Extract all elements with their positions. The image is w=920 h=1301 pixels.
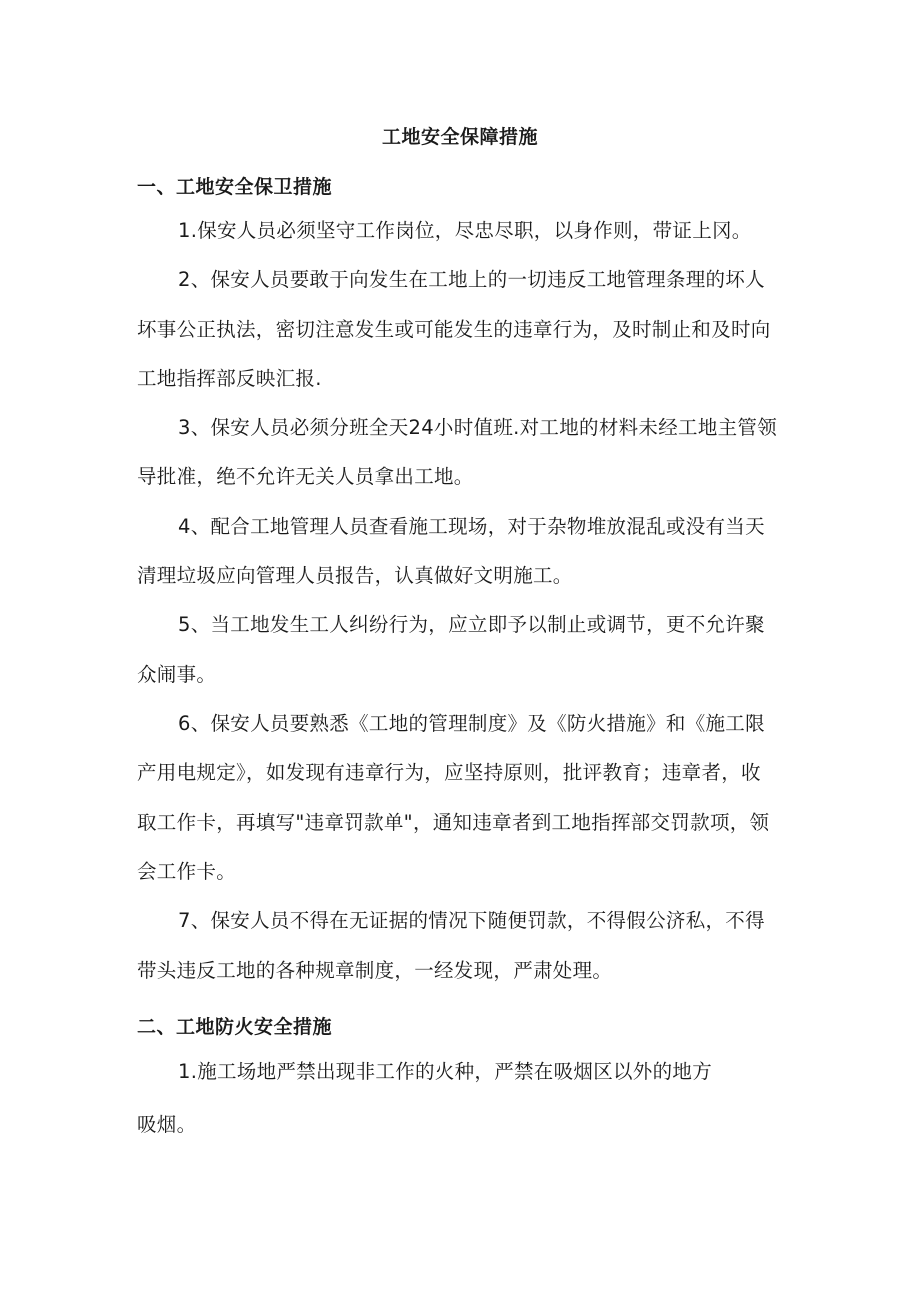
- paragraph-3-line-1: 3、保安人员必须分班全天24小时值班.对工地的材料未经工地主管领: [178, 416, 778, 439]
- document-title: 工地安全保障措施: [381, 126, 538, 148]
- paragraph-6-line-2: 产用电规定》，如发现有违章行为，应坚持原则，批评教育；违章者，收: [137, 761, 761, 784]
- paragraph-2-line-1: 2、保安人员要敢于向发生在工地上的一切违反工地管理条理的坏人: [178, 268, 765, 291]
- section-heading-security: 一、工地安全保卫措施: [137, 176, 333, 198]
- paragraph-4-line-2: 清理垃圾应向管理人员报告，认真做好文明施工。: [137, 564, 573, 587]
- paragraph-6-line-4: 会工作卡。: [137, 860, 237, 883]
- paragraph-2-line-3: 工地指挥部反映汇报.: [137, 367, 322, 390]
- paragraph-7-line-2: 带头违反工地的各种规章制度，一经发现，严肃处理。: [137, 959, 613, 982]
- paragraph-4-line-1: 4、配合工地管理人员查看施工现场，对于杂物堆放混乱或没有当天: [178, 515, 765, 538]
- paragraph-6-line-3: 取工作卡，再填写"违章罚款单"，通知违章者到工地指挥部交罚款项，领: [137, 811, 770, 834]
- paragraph-5-line-2: 众闹事。: [137, 663, 217, 686]
- paragraph-6-line-1: 6、保安人员要熟悉《工地的管理制度》及《防火措施》和《施工限: [178, 712, 765, 735]
- paragraph-2-line-2: 坏事公正执法，密切注意发生或可能发生的违章行为，及时制止和及时向: [137, 318, 771, 341]
- fire-paragraph-1-line-2: 吸烟。: [137, 1113, 197, 1136]
- paragraph-3-line-2: 导批准，绝不允许无关人员拿出工地。: [137, 465, 474, 488]
- paragraph-5-line-1: 5、当工地发生工人纠纷行为，应立即予以制止或调节，更不允许聚: [178, 613, 765, 636]
- paragraph-7-line-1: 7、保安人员不得在无证据的情况下随便罚款，不得假公济私，不得: [178, 909, 765, 932]
- paragraph-1-line-1: 1.保安人员必须坚守工作岗位，尽忠尽职，以身作则，带证上冈。: [178, 219, 752, 242]
- fire-paragraph-1-line-1: 1.施工场地严禁出现非工作的火种，严禁在吸烟区以外的地方: [178, 1060, 713, 1083]
- section-heading-fire-safety: 二、工地防火安全措施: [137, 1016, 333, 1038]
